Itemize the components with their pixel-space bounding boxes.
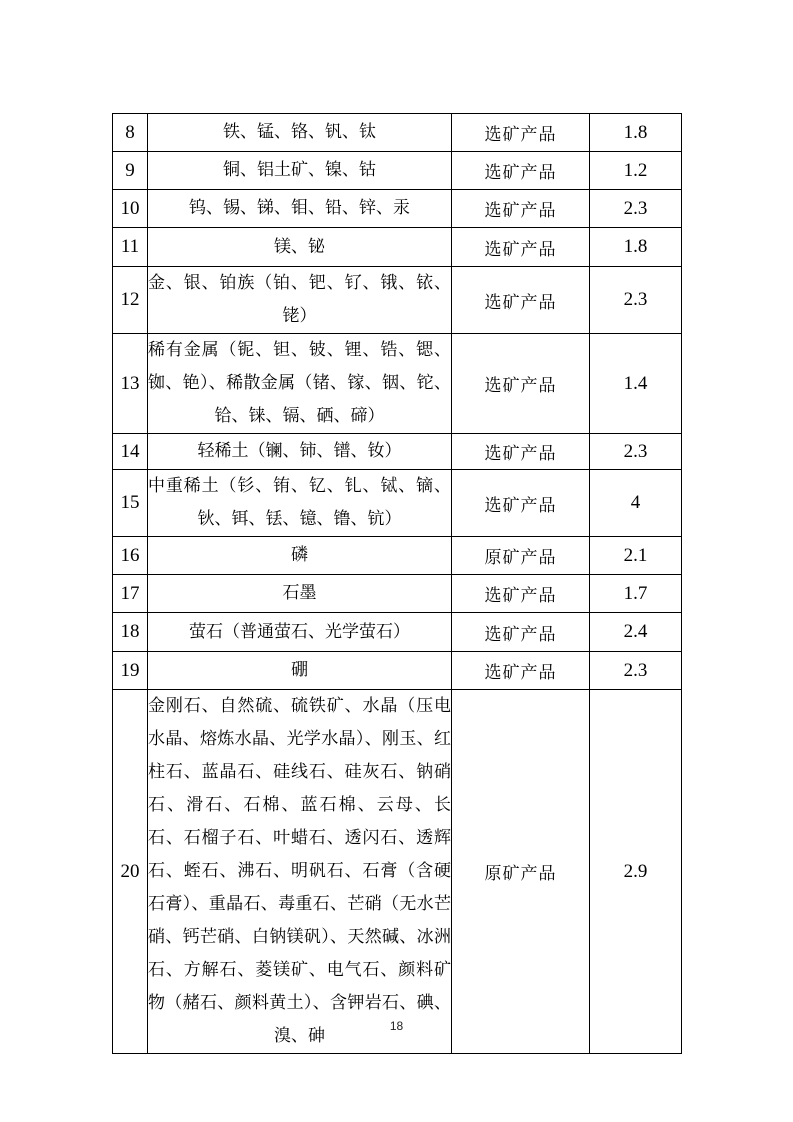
product-type: 选矿产品	[452, 267, 590, 334]
mineral-name: 钨、锡、锑、钼、铅、锌、汞	[148, 190, 452, 228]
table-row	[113, 228, 682, 267]
row-index: 10	[113, 190, 148, 228]
mineral-name: 镁、铋	[148, 228, 452, 267]
table-row	[113, 267, 682, 334]
row-index: 13	[113, 334, 148, 434]
row-index: 17	[113, 575, 148, 613]
table-row	[113, 575, 682, 613]
mineral-name: 硼	[148, 652, 452, 690]
row-index: 19	[113, 652, 148, 690]
tax-rate: 1.2	[590, 152, 682, 190]
tax-rate: 1.4	[590, 334, 682, 434]
row-index: 20	[113, 690, 148, 1054]
tax-rate: 2.9	[590, 690, 682, 1054]
row-index: 14	[113, 434, 148, 470]
mineral-name: 铁、锰、铬、钒、钛	[148, 114, 452, 152]
product-type: 原矿产品	[452, 690, 590, 1054]
mineral-name: 石墨	[148, 575, 452, 613]
table-row	[113, 190, 682, 228]
row-index: 16	[113, 537, 148, 575]
mineral-name: 铜、铝土矿、镍、钴	[148, 152, 452, 190]
table-row	[113, 613, 682, 652]
mineral-name: 轻稀土（镧、铈、镨、钕）	[148, 434, 452, 470]
product-type: 原矿产品	[452, 537, 590, 575]
table-row	[113, 434, 682, 470]
table-row	[113, 334, 682, 434]
table-row	[113, 114, 682, 152]
tax-rate: 2.1	[590, 537, 682, 575]
product-type: 选矿产品	[452, 190, 590, 228]
mineral-rate-table	[112, 113, 682, 1054]
row-index: 9	[113, 152, 148, 190]
mineral-name: 稀有金属（铌、钽、铍、锂、锆、锶、铷、铯）、稀散金属（锗、镓、铟、铊、铪、铼、镉、硒、碲）	[148, 334, 452, 434]
table-row	[113, 152, 682, 190]
product-type: 选矿产品	[452, 152, 590, 190]
product-type: 选矿产品	[452, 114, 590, 152]
product-type: 选矿产品	[452, 334, 590, 434]
mineral-name: 中重稀土（钐、铕、钇、钆、铽、镝、钬、铒、铥、镱、镥、钪）	[148, 470, 452, 537]
product-type: 选矿产品	[452, 434, 590, 470]
product-type: 选矿产品	[452, 613, 590, 652]
mineral-name: 金刚石、自然硫、硫铁矿、水晶（压电水晶、熔炼水晶、光学水晶）、刚玉、红柱石、蓝晶石、硅线石、硅灰石、钠硝石、滑石、石棉、蓝石棉、云母、长石、石榴子石、叶蜡石、透闪石、透辉石、蛭石、沸石、明矾石、石膏（含硬石膏）、重晶石、毒重石、芒硝（无水芒硝、钙芒硝、白钠镁矾）、天然碱、冰洲石、方解石、菱镁矿、电气石、颜料矿物（赭石、颜料黄土）、含钾岩石、碘、溴、砷	[148, 690, 452, 1054]
mineral-name: 萤石（普通萤石、光学萤石）	[148, 613, 452, 652]
table-row	[113, 652, 682, 690]
tax-rate: 1.8	[590, 228, 682, 267]
mineral-name: 金、银、铂族（铂、钯、钌、锇、铱、铑）	[148, 267, 452, 334]
row-index: 12	[113, 267, 148, 334]
row-index: 18	[113, 613, 148, 652]
page-number: 18	[389, 1019, 404, 1033]
row-index: 11	[113, 228, 148, 267]
product-type: 选矿产品	[452, 228, 590, 267]
table-row	[113, 690, 682, 1054]
tax-rate: 2.3	[590, 434, 682, 470]
tax-rate: 1.7	[590, 575, 682, 613]
table-row	[113, 537, 682, 575]
row-index: 8	[113, 114, 148, 152]
table-row	[113, 470, 682, 537]
product-type: 选矿产品	[452, 575, 590, 613]
tax-rate: 2.3	[590, 190, 682, 228]
product-type: 选矿产品	[452, 470, 590, 537]
row-index: 15	[113, 470, 148, 537]
tax-rate: 2.3	[590, 652, 682, 690]
tax-rate: 4	[590, 470, 682, 537]
mineral-name: 磷	[148, 537, 452, 575]
tax-rate: 2.4	[590, 613, 682, 652]
tax-rate: 1.8	[590, 114, 682, 152]
tax-rate: 2.3	[590, 267, 682, 334]
product-type: 选矿产品	[452, 652, 590, 690]
